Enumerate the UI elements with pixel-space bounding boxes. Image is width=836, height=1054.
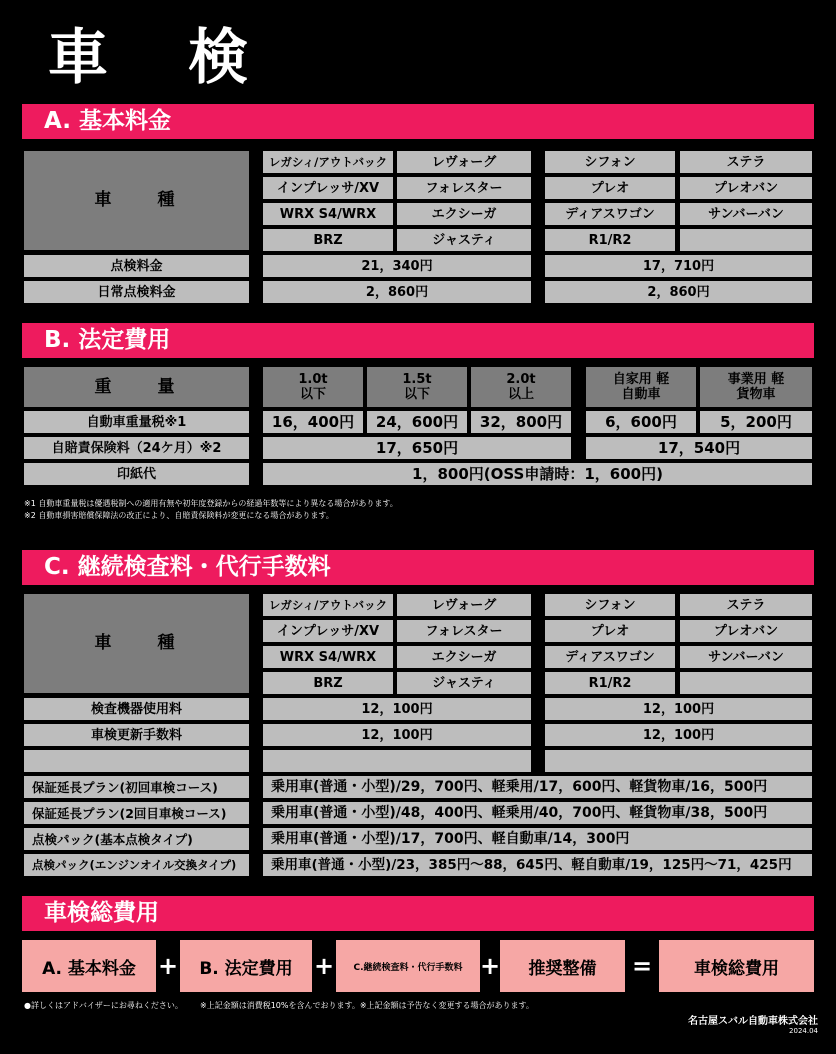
price-cell: 2，860円 — [263, 281, 531, 303]
model-cell: WRX S4/WRX — [263, 646, 393, 668]
plan-label: 保証延長プラン(2回目車検コース) — [24, 802, 249, 824]
tax-cell: 5，200円 — [700, 411, 812, 433]
row-label: 自動車重量税※1 — [24, 411, 249, 433]
model-cell: ジャスティ — [397, 229, 531, 251]
price-cell: 2，860円 — [545, 281, 812, 303]
model-cell: エクシーガ — [397, 646, 531, 668]
section-c-heading: C. 継続検査料・代行手数料 — [22, 550, 814, 585]
tax-cell: 6，600円 — [586, 411, 696, 433]
kei-col-header: 自家用 軽自動車 — [586, 367, 696, 407]
total-box-d: 推奨整備 — [500, 940, 625, 992]
price-cell: 12，100円 — [545, 698, 812, 720]
plan-label: 保証延長プラン(初回車検コース) — [24, 776, 249, 798]
price-cell: 12，100円 — [263, 698, 531, 720]
plan-value: 乗用車(普通・小型)/17，700円、軽自動車/14，300円 — [263, 828, 812, 850]
total-box-result: 車検総費用 — [659, 940, 814, 992]
total-box-b: B. 法定費用 — [180, 940, 312, 992]
total-box-c: C.継続検査料・代行手数料 — [336, 940, 480, 992]
plus-sign: + — [157, 952, 179, 980]
model-cell: シフォン — [545, 594, 675, 616]
weight-col-header: 2.0t 以上 — [471, 367, 571, 407]
model-cell: ディアスワゴン — [545, 646, 675, 668]
row-label: 日常点検料金 — [24, 281, 249, 303]
price-cell: 21，340円 — [263, 255, 531, 277]
model-cell: サンバーバン — [680, 646, 812, 668]
model-cell: WRX S4/WRX — [263, 203, 393, 225]
tax-cell: 24，600円 — [367, 411, 467, 433]
vehicle-type-header: 車 種 — [24, 151, 249, 250]
empty-cell — [24, 750, 249, 772]
weight-col-header: 1.0t 以下 — [263, 367, 363, 407]
model-cell: ジャスティ — [397, 672, 531, 694]
row-label: 印紙代 — [24, 463, 249, 485]
model-cell: プレオ — [545, 177, 675, 199]
row-label: 自賠責保険料（24ケ月）※2 — [24, 437, 249, 459]
empty-cell — [263, 750, 531, 772]
weight-col-header: 1.5t 以下 — [367, 367, 467, 407]
model-cell: レガシィ/アウトバック — [263, 151, 393, 173]
row-label: 検査機器使用料 — [24, 698, 249, 720]
model-cell: ステラ — [680, 151, 812, 173]
vehicle-type-header: 車 種 — [24, 594, 249, 693]
model-cell: BRZ — [263, 672, 393, 694]
model-cell: フォレスター — [397, 620, 531, 642]
kei-col-header: 事業用 軽貨物車 — [700, 367, 812, 407]
equals-sign: = — [631, 952, 653, 980]
model-cell: レヴォーグ — [397, 151, 531, 173]
empty-cell — [545, 750, 812, 772]
plus-sign: + — [313, 952, 335, 980]
model-cell: ステラ — [680, 594, 812, 616]
plan-label: 点検パック(エンジンオイル交換タイプ) — [24, 854, 249, 876]
model-cell: エクシーガ — [397, 203, 531, 225]
tax-cell: 32，800円 — [471, 411, 571, 433]
stamp-cell: 1，800円(OSS申請時：1，600円) — [263, 463, 812, 485]
model-cell: シフォン — [545, 151, 675, 173]
section-a-heading: A. 基本料金 — [22, 104, 814, 139]
plan-value: 乗用車(普通・小型)/23，385円～88，645円、軽自動車/19，125円～71，425円 — [263, 854, 812, 876]
tax-cell: 16，400円 — [263, 411, 363, 433]
model-cell: BRZ — [263, 229, 393, 251]
plan-label: 点検パック(基本点検タイプ) — [24, 828, 249, 850]
footnote: ※2 自動車損害賠償保障法の改正により、自賠責保険料が変更になる場合があります。 — [24, 511, 334, 520]
insurance-cell: 17，540円 — [586, 437, 812, 459]
model-cell-empty — [680, 229, 812, 251]
model-cell: インプレッサ/XV — [263, 177, 393, 199]
price-cell: 17，710円 — [545, 255, 812, 277]
company-name: 名古屋スバル自動車株式会社 — [688, 1016, 818, 1027]
model-cell: レガシィ/アウトバック — [263, 594, 393, 616]
model-cell: プレオ — [545, 620, 675, 642]
model-cell: フォレスター — [397, 177, 531, 199]
model-cell: レヴォーグ — [397, 594, 531, 616]
date-label: 2024.04 — [789, 1027, 818, 1035]
row-label: 車検更新手数料 — [24, 724, 249, 746]
footer-note-center: ※上記金額は消費税10%を含んでおります。※上記金額は予告なく変更する場合があります。 — [200, 1001, 534, 1010]
weight-header: 重 量 — [24, 367, 249, 407]
page-title: 車 検 — [48, 23, 258, 93]
section-b-heading: B. 法定費用 — [22, 323, 814, 358]
model-cell: R1/R2 — [545, 672, 675, 694]
plan-value: 乗用車(普通・小型)/29，700円、軽乗用/17，600円、軽貨物車/16，500円 — [263, 776, 812, 798]
model-cell: R1/R2 — [545, 229, 675, 251]
model-cell: サンバーバン — [680, 203, 812, 225]
model-cell-empty — [680, 672, 812, 694]
model-cell: プレオバン — [680, 620, 812, 642]
total-box-a: A. 基本料金 — [22, 940, 156, 992]
model-cell: ディアスワゴン — [545, 203, 675, 225]
plus-sign: + — [479, 952, 501, 980]
insurance-cell: 17，650円 — [263, 437, 571, 459]
price-cell: 12，100円 — [263, 724, 531, 746]
total-heading: 車検総費用 — [22, 896, 814, 931]
model-cell: インプレッサ/XV — [263, 620, 393, 642]
footnote: ※1 自動車重量税は優遇税制への適用有無や初年度登録からの経過年数等により異なる場合があります。 — [24, 499, 398, 508]
footer-note-left: ●詳しくはアドバイザーにお尋ねください。 — [24, 1001, 183, 1010]
price-cell: 12，100円 — [545, 724, 812, 746]
row-label: 点検料金 — [24, 255, 249, 277]
model-cell: プレオバン — [680, 177, 812, 199]
plan-value: 乗用車(普通・小型)/48，400円、軽乗用/40，700円、軽貨物車/38，500円 — [263, 802, 812, 824]
